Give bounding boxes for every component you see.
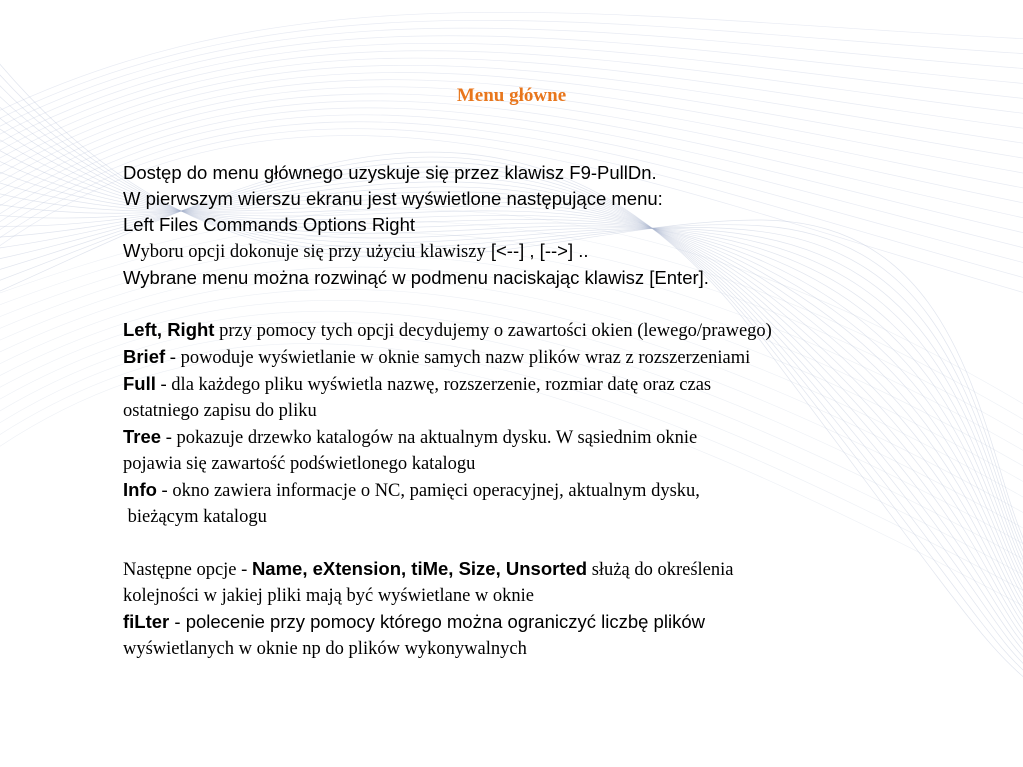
option-desc-cont: bieżącym katalogu [123, 507, 267, 527]
intro-line-4-rest: yboru opcji dokonuje się przy użyciu klawiszy [140, 242, 486, 262]
option-term: Info [123, 479, 157, 500]
option-desc: - dla każdego pliku wyświetla nazwę, rozszerzenie, rozmiar datę oraz czas [155, 375, 712, 395]
spacer [123, 530, 983, 556]
intro-line-4 [123, 238, 983, 265]
wave-line [0, 20, 1023, 128]
option-left-right [123, 317, 983, 344]
option-tree [123, 424, 983, 477]
document-body [123, 160, 983, 662]
option-desc: - pokazuje drzewko katalogów na aktualnym dysku. W sąsiednim oknie [161, 428, 698, 448]
intro-line-1: Dostęp do menu głównego uzyskuje się przez klawisz F9-PullDn. [123, 162, 657, 183]
option-desc: - okno zawiera informacje o NC, pamięci operacyjnej, aktualnym dysku, [156, 481, 700, 501]
filter-desc: - polecenie przy pomocy którego można ograniczyć liczbę plików [169, 611, 705, 632]
sort-desc: służą do określenia [587, 560, 734, 580]
option-term: Brief [123, 346, 166, 367]
intro-line-5: Wybrane menu można rozwinąć w podmenu naciskając klawisz [Enter]. [123, 267, 709, 288]
option-term: Tree [123, 426, 162, 447]
option-brief [123, 344, 983, 371]
filter-term: fiLter [123, 611, 170, 632]
option-desc: - powoduje wyświetlanie w oknie samych nazw plików wraz z rozszerzeniami [165, 348, 751, 368]
sort-options [123, 556, 983, 609]
option-term: Left, Right [123, 319, 215, 340]
intro-line-2: W pierwszym wierszu ekranu jest wyświetlone następujące menu: [123, 188, 663, 209]
filter-option [123, 609, 983, 662]
intro-line-4-lead: W [123, 240, 141, 261]
filter-desc-cont: wyświetlanych w oknie np do plików wykonywalnych [123, 639, 527, 659]
sort-terms: Name, eXtension, tiMe, Size, Unsorted [251, 558, 588, 579]
intro-line-3: Left Files Commands Options Right [123, 214, 416, 235]
sort-lead: Następne opcje - [123, 560, 252, 580]
option-term: Full [123, 373, 156, 394]
intro-line-4-keys: [<--] , [-->] .. [485, 240, 589, 261]
option-info [123, 477, 983, 530]
page-title: Menu główne [456, 85, 567, 106]
option-desc-cont: ostatniego zapisu do pliku [123, 401, 317, 421]
option-desc: przy pomocy tych opcji decydujemy o zawartości okien (lewego/prawego) [214, 321, 772, 341]
option-desc-cont: pojawia się zawartość podświetlonego katalogu [123, 454, 476, 474]
sort-desc-cont: kolejności w jakiej pliki mają być wyświetlane w oknie [123, 586, 535, 606]
spacer [123, 291, 983, 317]
option-full [123, 371, 983, 424]
